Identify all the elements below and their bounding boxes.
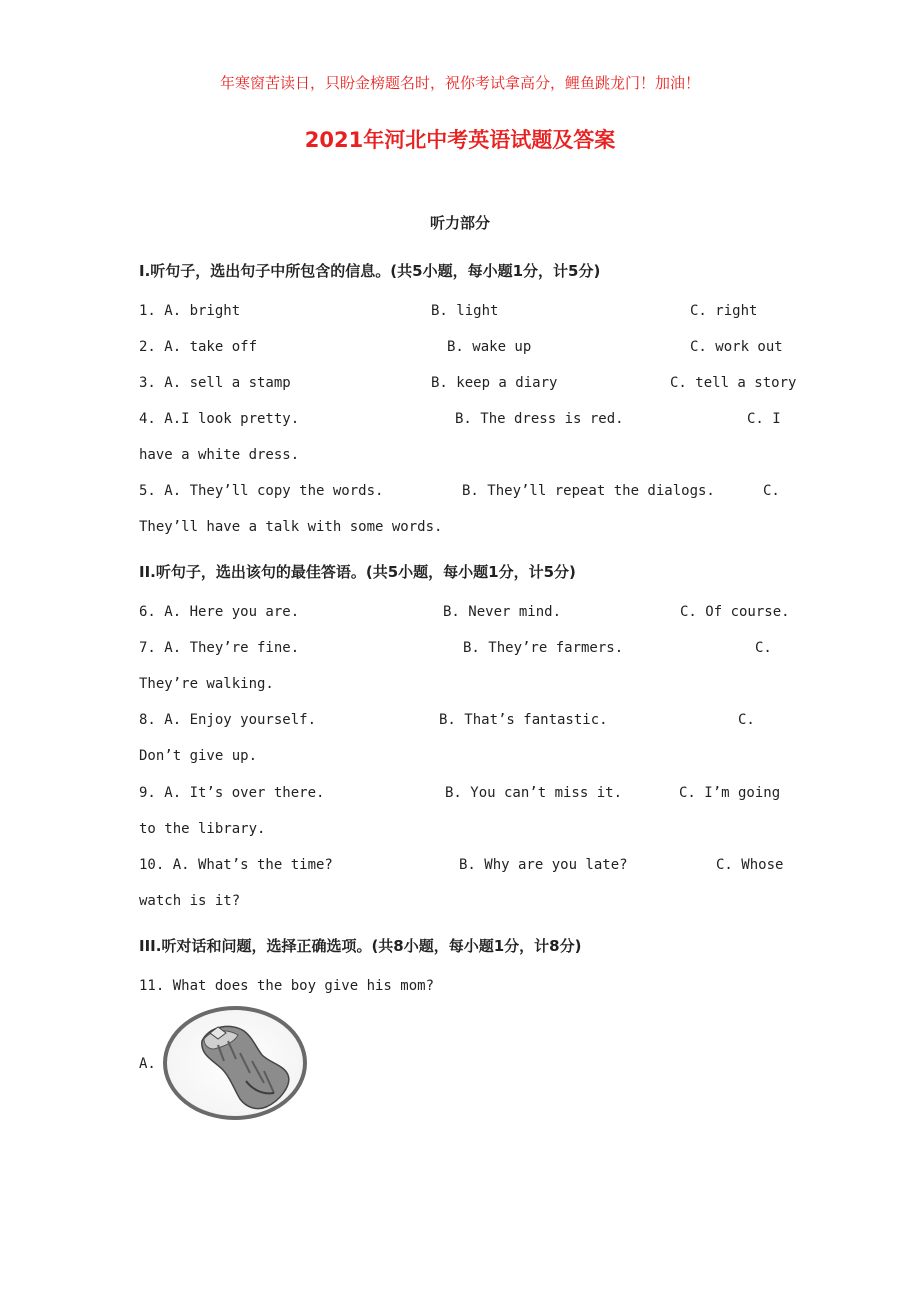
q2-option-a: 2. A. take off	[139, 339, 258, 355]
q1-option-a: 1. A. bright	[139, 303, 241, 319]
q8-option-a: 8. A. Enjoy yourself.	[139, 712, 317, 728]
q1-option-c: C. right	[690, 303, 758, 319]
q4-option-a: 4. A.I look pretty.	[139, 411, 300, 427]
q5-option-a: 5. A. They’ll copy the words.	[139, 483, 384, 499]
q6-option-b: B. Never mind.	[443, 604, 562, 620]
q7-option-b: B. They’re farmers.	[463, 640, 624, 656]
q5-option-b: B. They’ll repeat the dialogs.	[462, 483, 715, 499]
q11-question: 11. What does the boy give his mom?	[139, 978, 435, 994]
q3-option-c: C. tell a story	[670, 375, 797, 391]
q10-option-c: C. Whose	[716, 857, 784, 873]
q10-option-c-continued: watch is it?	[139, 893, 241, 909]
q8-option-b: B. That’s fantastic.	[439, 712, 608, 728]
scarf-image	[160, 1003, 310, 1125]
q3-option-a: 3. A. sell a stamp	[139, 375, 291, 391]
q6-option-a: 6. A. Here you are.	[139, 604, 300, 620]
q7-option-c-continued: They’re walking.	[139, 676, 274, 692]
q4-option-c: C. I	[747, 411, 781, 427]
q7-option-c: C.	[755, 640, 772, 656]
q10-option-b: B. Why are you late?	[459, 857, 628, 873]
q11-option-a-label: A.	[139, 1056, 156, 1072]
q9-option-b: B. You can’t miss it.	[445, 785, 623, 801]
q1-option-b: B. light	[431, 303, 499, 319]
q9-option-a: 9. A. It’s over there.	[139, 785, 325, 801]
q2-option-b: B. wake up	[447, 339, 532, 355]
q10-option-a: 10. A. What’s the time?	[139, 857, 333, 873]
q8-option-c-continued: Don’t give up.	[139, 748, 258, 764]
q3-option-b: B. keep a diary	[431, 375, 558, 391]
q4-option-c-continued: have a white dress.	[139, 447, 300, 463]
part1-heading: I.听句子，选出句子中所包含的信息。(共5小题，每小题1分，计5分)	[139, 262, 601, 280]
q5-option-c: C.	[763, 483, 780, 499]
section-title: 听力部分	[429, 214, 490, 232]
q4-option-b: B. The dress is red.	[455, 411, 624, 427]
q6-option-c: C. Of course.	[680, 604, 790, 620]
q8-option-c: C.	[738, 712, 755, 728]
q9-option-c-continued: to the library.	[139, 821, 266, 837]
document-title: 2021年河北中考英语试题及答案	[304, 128, 616, 152]
part3-heading: III.听对话和问题，选择正确选项。(共8小题，每小题1分，计8分)	[139, 937, 582, 955]
q2-option-c: C. work out	[690, 339, 783, 355]
q9-option-c: C. I’m going	[679, 785, 781, 801]
q5-option-c-continued: They’ll have a talk with some words.	[139, 519, 443, 535]
motivational-banner: 年寒窗苦读日，只盼金榜题名时，祝你考试拿高分，鲤鱼跳龙门！加油！	[219, 74, 700, 92]
part2-heading: II.听句子，选出该句的最佳答语。(共5小题，每小题1分，计5分)	[139, 563, 576, 581]
q7-option-a: 7. A. They’re fine.	[139, 640, 300, 656]
scarf-icon	[160, 1003, 310, 1125]
